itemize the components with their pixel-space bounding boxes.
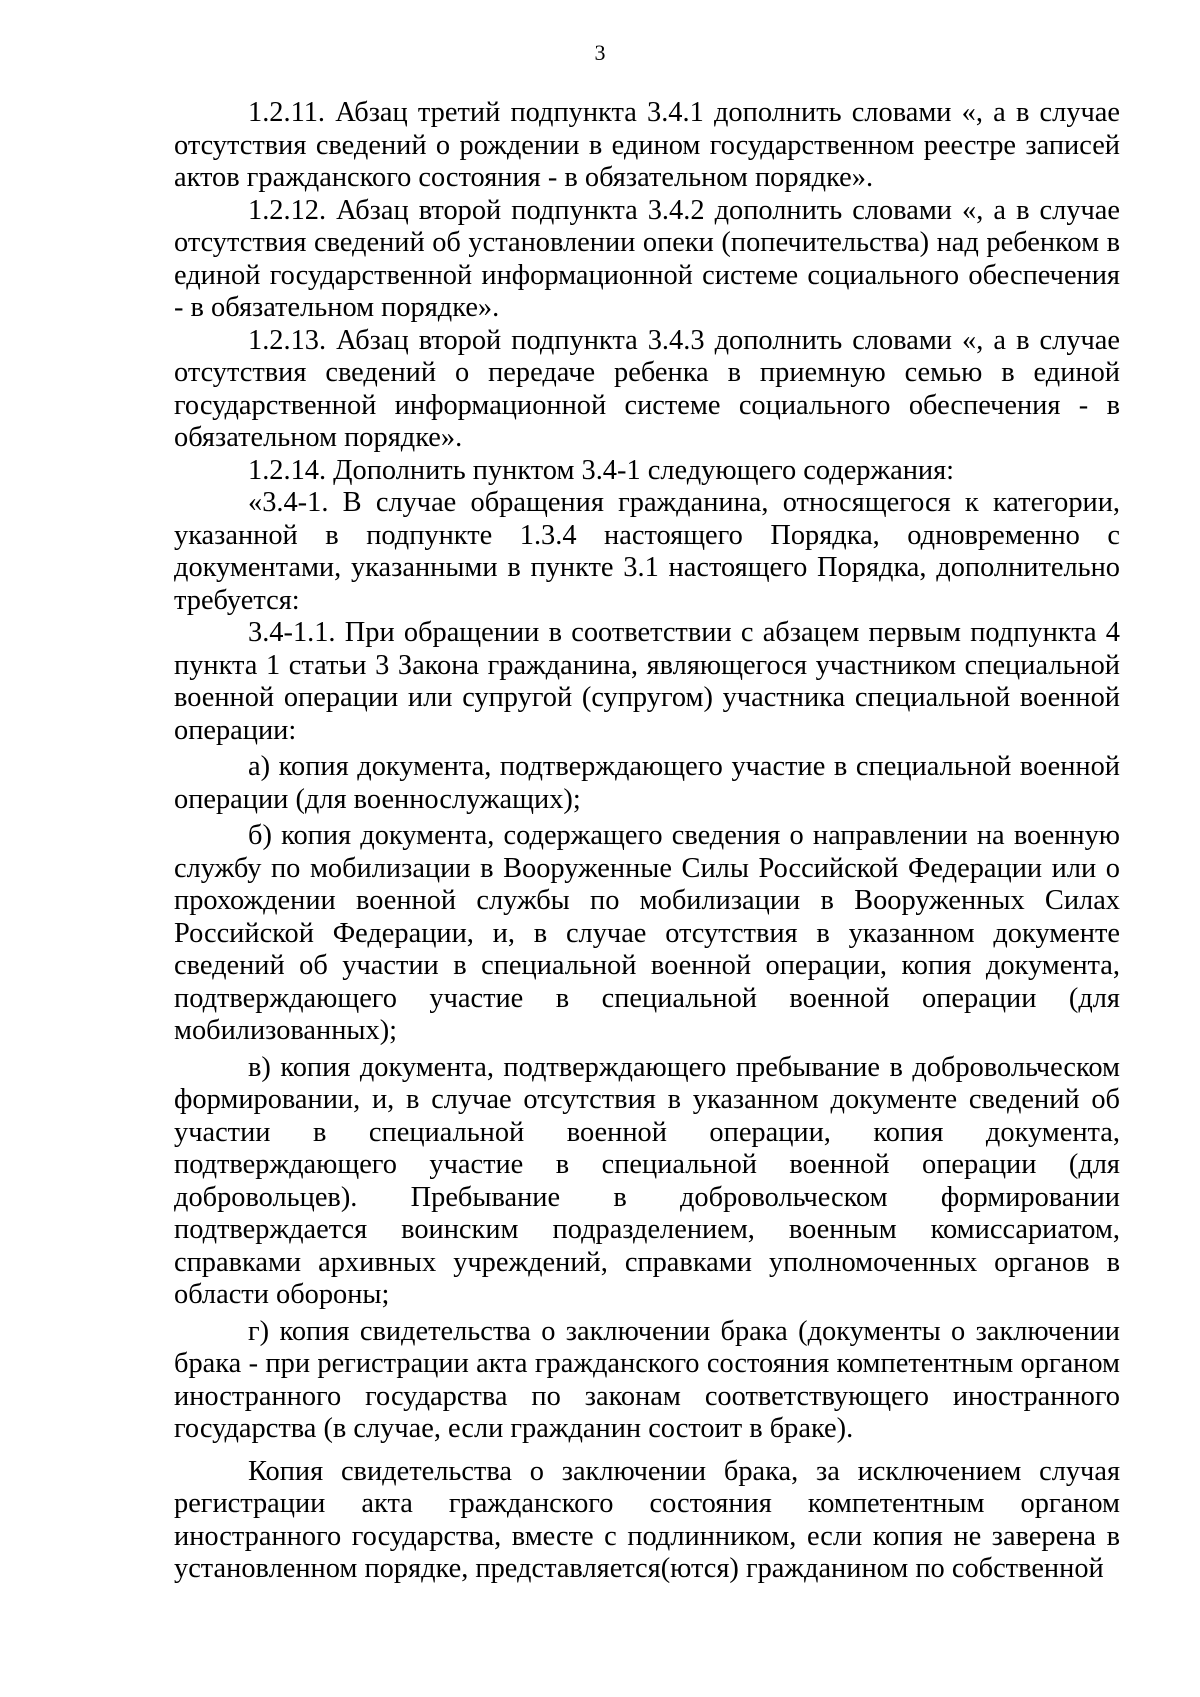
list-item-g: г) копия свидетельства о заключении брака (документы о заключении брака - при регистрации акта гражданского состояния компетентным органом иностранного государства по законам соответствующего иностранного государства (в случае, если гражданин состоит в браке). [174, 1315, 1120, 1444]
page-number: 3 [594, 40, 606, 65]
list-item-b: б) копия документа, содержащего сведения о направлении на военную службу по мобилизации в Вооруженные Силы Российской Федерации или о прохождении военной службы по мобилизации в Вооруженных Силах Российской Федерации, и, в случае отсутствия в указанном документе сведений об участии в специальной военной операции, копия документа, подтверждающего участие в специальной военной операции (для мобилизованных); [174, 820, 1120, 1046]
paragraph-3-4-1-1: 3.4-1.1. При обращении в соответствии с абзацем первым подпункта 4 пункта 1 статьи 3 Закона гражданина, являющегося участником специальной военной операции или супругой (супругом) участника специальной военной операции: [174, 617, 1120, 746]
paragraph-1-2-14: 1.2.14. Дополнить пунктом 3.4-1 следующего содержания: [248, 454, 955, 486]
list-item-a: а) копия документа, подтверждающего участие в специальной военной операции (для военнослужащих); [174, 751, 1120, 815]
paragraph-marriage-copy: Копия свидетельства о заключении брака, за исключением случая регистрации акта гражданского состояния компетентным органом иностранного государства, вместе с подлинником, если копия не заверена в установленном порядке, представляется(ются) гражданином по собственной [174, 1455, 1120, 1584]
paragraph-1-2-11: 1.2.11. Абзац третий подпункта 3.4.1 дополнить словами «, а в случае отсутствия сведений о рождении в едином государственном реестре записей актов гражданского состояния - в обязательном порядке». [174, 97, 1120, 193]
list-item-v: в) копия документа, подтверждающего пребывание в добровольческом формировании, и, в случае отсутствия в указанном документе сведений об участии в специальной военной операции, копия документа, подтверждающего участие в специальной военной операции (для добровольцев). Пребывание в добровольческом формировании подтверждается воинским подразделением, военным комиссариатом, справками архивных учреждений, справками уполномоченных органов в области обороны; [174, 1051, 1120, 1310]
paragraph-3-4-1: «3.4-1. В случае обращения гражданина, относящегося к категории, указанной в подпункте 1.3.4 настоящего Порядка, одновременно с документами, указанными в пункте 3.1 настоящего Порядка, дополнительно требуется: [174, 487, 1120, 616]
document-body [174, 97, 1120, 1586]
paragraph-1-2-13: 1.2.13. Абзац второй подпункта 3.4.3 дополнить словами «, а в случае отсутствия сведений о передаче ребенка в приемную семью в единой государственной информационной системе социального обеспечения - в обязательном порядке». [174, 324, 1120, 453]
paragraph-1-2-12: 1.2.12. Абзац второй подпункта 3.4.2 дополнить словами «, а в случае отсутствия сведений об установлении опеки (попечительства) над ребенком в единой государственной информационной системе социального обеспечения - в обязательном порядке». [174, 194, 1120, 323]
